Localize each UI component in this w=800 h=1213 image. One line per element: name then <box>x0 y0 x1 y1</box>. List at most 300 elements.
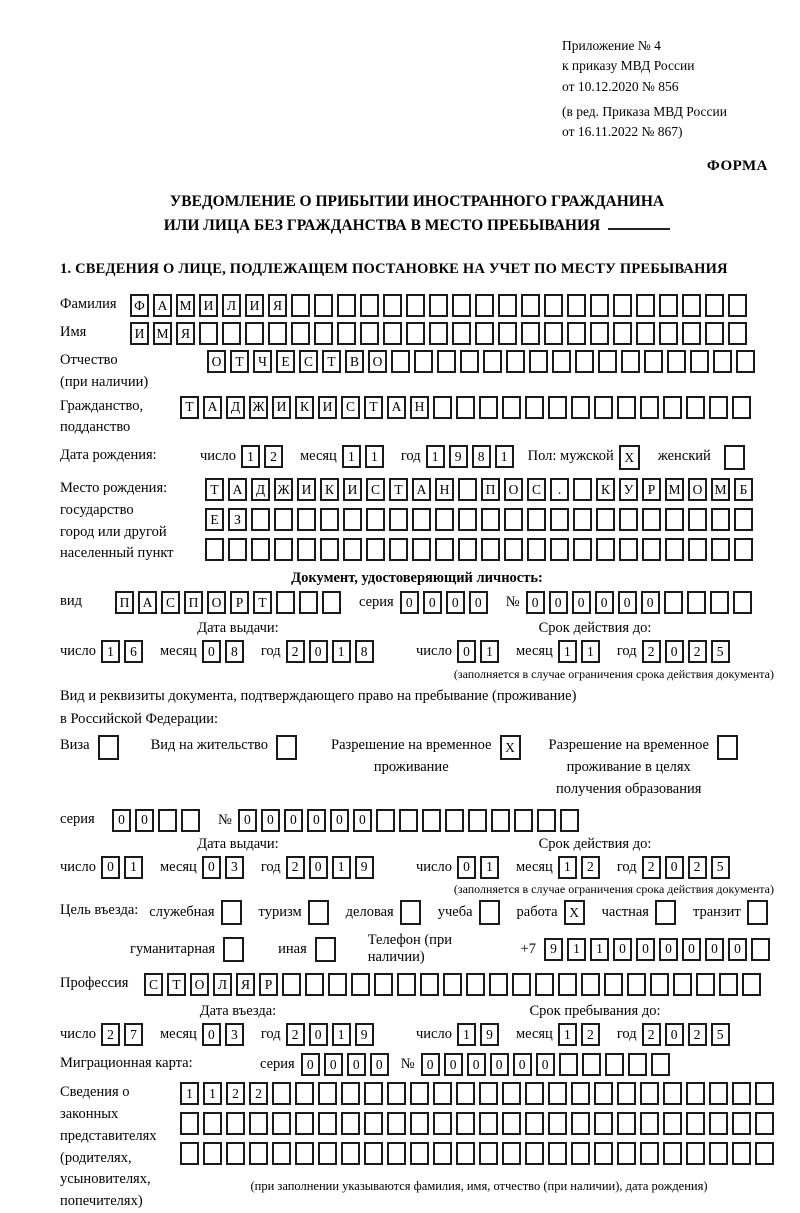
char-cell[interactable]: . <box>550 478 569 501</box>
residence-issue-day-cells[interactable] <box>101 856 147 879</box>
char-cell[interactable] <box>548 1082 567 1105</box>
char-cell[interactable] <box>644 350 663 373</box>
char-cell[interactable]: 0 <box>457 640 476 663</box>
char-cell[interactable]: 2 <box>688 640 707 663</box>
char-cell[interactable]: А <box>203 396 222 419</box>
char-cell[interactable] <box>686 396 705 419</box>
char-cell[interactable]: О <box>368 350 387 373</box>
char-cell[interactable] <box>410 1112 429 1135</box>
char-cell[interactable] <box>525 1142 544 1165</box>
char-cell[interactable] <box>650 973 669 996</box>
char-cell[interactable] <box>221 900 242 925</box>
char-cell[interactable] <box>504 538 523 561</box>
char-cell[interactable]: Т <box>205 478 224 501</box>
doc-number-cells[interactable] <box>526 591 756 614</box>
given-name-cells[interactable] <box>130 322 751 345</box>
char-cell[interactable] <box>391 350 410 373</box>
char-cell[interactable]: 0 <box>330 809 349 832</box>
char-cell[interactable]: 2 <box>286 856 305 879</box>
char-cell[interactable]: И <box>297 478 316 501</box>
char-cell[interactable]: 3 <box>225 1023 244 1046</box>
char-cell[interactable] <box>604 973 623 996</box>
char-cell[interactable] <box>617 1142 636 1165</box>
char-cell[interactable] <box>297 508 316 531</box>
char-cell[interactable] <box>640 1112 659 1135</box>
char-cell[interactable] <box>389 538 408 561</box>
char-cell[interactable]: Л <box>222 294 241 317</box>
char-cell[interactable] <box>251 508 270 531</box>
char-cell[interactable] <box>575 350 594 373</box>
char-cell[interactable] <box>274 538 293 561</box>
char-cell[interactable] <box>682 322 701 345</box>
char-cell[interactable] <box>686 1112 705 1135</box>
char-cell[interactable] <box>594 1082 613 1105</box>
char-cell[interactable] <box>617 1112 636 1135</box>
char-cell[interactable]: 0 <box>613 938 632 961</box>
char-cell[interactable]: 0 <box>238 809 257 832</box>
stay-day-cells[interactable] <box>457 1023 503 1046</box>
identity-issue-month-cells[interactable] <box>202 640 248 663</box>
char-cell[interactable]: 0 <box>347 1053 366 1076</box>
char-cell[interactable]: 8 <box>355 640 374 663</box>
migration-number-cells[interactable] <box>421 1053 674 1076</box>
char-cell[interactable] <box>521 322 540 345</box>
char-cell[interactable] <box>308 900 329 925</box>
char-cell[interactable] <box>640 1082 659 1105</box>
char-cell[interactable]: М <box>176 294 195 317</box>
char-cell[interactable] <box>305 973 324 996</box>
char-cell[interactable] <box>719 973 738 996</box>
char-cell[interactable] <box>364 1142 383 1165</box>
entry-day-cells[interactable] <box>101 1023 147 1046</box>
residence-expiry-day-cells[interactable] <box>457 856 503 879</box>
residence-expiry-year-cells[interactable] <box>642 856 734 879</box>
char-cell[interactable]: 2 <box>249 1082 268 1105</box>
char-cell[interactable]: 0 <box>309 640 328 663</box>
char-cell[interactable] <box>479 900 500 925</box>
char-cell[interactable] <box>686 1082 705 1105</box>
char-cell[interactable] <box>504 508 523 531</box>
char-cell[interactable]: А <box>387 396 406 419</box>
char-cell[interactable]: Е <box>276 350 295 373</box>
char-cell[interactable] <box>276 591 295 614</box>
char-cell[interactable]: 0 <box>513 1053 532 1076</box>
char-cell[interactable]: 0 <box>490 1053 509 1076</box>
char-cell[interactable] <box>314 294 333 317</box>
char-cell[interactable]: 0 <box>665 856 684 879</box>
char-cell[interactable] <box>251 538 270 561</box>
char-cell[interactable] <box>456 396 475 419</box>
char-cell[interactable]: 0 <box>135 809 154 832</box>
char-cell[interactable] <box>687 591 706 614</box>
char-cell[interactable] <box>690 350 709 373</box>
purpose-other-checkbox[interactable] <box>315 937 340 962</box>
char-cell[interactable] <box>483 350 502 373</box>
char-cell[interactable] <box>571 1112 590 1135</box>
char-cell[interactable] <box>205 538 224 561</box>
char-cell[interactable]: 9 <box>480 1023 499 1046</box>
char-cell[interactable]: Ч <box>253 350 272 373</box>
char-cell[interactable] <box>663 1082 682 1105</box>
char-cell[interactable]: К <box>320 478 339 501</box>
char-cell[interactable] <box>581 973 600 996</box>
char-cell[interactable] <box>525 1082 544 1105</box>
char-cell[interactable] <box>295 1142 314 1165</box>
char-cell[interactable]: 0 <box>400 591 419 614</box>
char-cell[interactable] <box>529 350 548 373</box>
char-cell[interactable] <box>337 322 356 345</box>
char-cell[interactable] <box>617 1082 636 1105</box>
char-cell[interactable] <box>709 1082 728 1105</box>
char-cell[interactable] <box>387 1112 406 1135</box>
char-cell[interactable]: Ж <box>249 396 268 419</box>
char-cell[interactable] <box>552 350 571 373</box>
phone-cells[interactable] <box>544 938 774 961</box>
char-cell[interactable] <box>619 538 638 561</box>
char-cell[interactable]: 0 <box>202 856 221 879</box>
char-cell[interactable]: 9 <box>355 856 374 879</box>
char-cell[interactable]: 7 <box>124 1023 143 1046</box>
char-cell[interactable] <box>621 350 640 373</box>
representatives-cells-row-1[interactable] <box>180 1082 778 1105</box>
char-cell[interactable] <box>406 322 425 345</box>
char-cell[interactable]: 1 <box>342 445 361 468</box>
char-cell[interactable]: 0 <box>641 591 660 614</box>
char-cell[interactable] <box>732 1082 751 1105</box>
char-cell[interactable] <box>544 322 563 345</box>
residence-expiry-month-cells[interactable] <box>558 856 604 879</box>
char-cell[interactable]: 0 <box>307 809 326 832</box>
char-cell[interactable] <box>429 294 448 317</box>
char-cell[interactable] <box>596 508 615 531</box>
purpose-transit-checkbox[interactable] <box>747 900 774 925</box>
char-cell[interactable]: Я <box>236 973 255 996</box>
char-cell[interactable] <box>558 973 577 996</box>
char-cell[interactable]: 2 <box>286 640 305 663</box>
profession-cells[interactable] <box>144 973 765 996</box>
char-cell[interactable] <box>226 1112 245 1135</box>
char-cell[interactable]: 0 <box>446 591 465 614</box>
char-cell[interactable] <box>537 809 556 832</box>
char-cell[interactable] <box>481 538 500 561</box>
char-cell[interactable] <box>389 508 408 531</box>
char-cell[interactable] <box>696 973 715 996</box>
char-cell[interactable] <box>711 538 730 561</box>
char-cell[interactable] <box>445 809 464 832</box>
char-cell[interactable]: 1 <box>203 1082 222 1105</box>
char-cell[interactable]: 1 <box>480 856 499 879</box>
char-cell[interactable] <box>559 1053 578 1076</box>
char-cell[interactable] <box>414 350 433 373</box>
char-cell[interactable] <box>320 538 339 561</box>
char-cell[interactable] <box>755 1142 774 1165</box>
char-cell[interactable]: И <box>272 396 291 419</box>
entry-year-cells[interactable] <box>286 1023 378 1046</box>
char-cell[interactable]: 1 <box>426 445 445 468</box>
char-cell[interactable] <box>605 1053 624 1076</box>
char-cell[interactable] <box>410 1082 429 1105</box>
char-cell[interactable] <box>688 508 707 531</box>
char-cell[interactable] <box>314 322 333 345</box>
char-cell[interactable]: Д <box>226 396 245 419</box>
char-cell[interactable]: 2 <box>642 856 661 879</box>
char-cell[interactable]: Т <box>167 973 186 996</box>
char-cell[interactable]: 2 <box>226 1082 245 1105</box>
char-cell[interactable]: Н <box>410 396 429 419</box>
char-cell[interactable]: 1 <box>457 1023 476 1046</box>
char-cell[interactable] <box>642 538 661 561</box>
char-cell[interactable] <box>180 1142 199 1165</box>
char-cell[interactable]: И <box>245 294 264 317</box>
patronymic-cells[interactable] <box>207 350 759 373</box>
char-cell[interactable]: Т <box>253 591 272 614</box>
temporary-residence-education-checkbox[interactable] <box>717 735 742 760</box>
char-cell[interactable]: Л <box>213 973 232 996</box>
char-cell[interactable] <box>452 322 471 345</box>
stay-year-cells[interactable] <box>642 1023 734 1046</box>
char-cell[interactable]: 6 <box>124 640 143 663</box>
char-cell[interactable]: С <box>527 478 546 501</box>
char-cell[interactable] <box>567 294 586 317</box>
char-cell[interactable] <box>274 508 293 531</box>
birth-month-cells[interactable] <box>342 445 388 468</box>
char-cell[interactable] <box>226 1142 245 1165</box>
char-cell[interactable]: 0 <box>665 640 684 663</box>
char-cell[interactable] <box>410 1142 429 1165</box>
char-cell[interactable]: 1 <box>180 1082 199 1105</box>
char-cell[interactable] <box>433 1112 452 1135</box>
char-cell[interactable]: С <box>366 478 385 501</box>
char-cell[interactable] <box>272 1142 291 1165</box>
char-cell[interactable] <box>663 1112 682 1135</box>
char-cell[interactable] <box>732 396 751 419</box>
char-cell[interactable] <box>458 538 477 561</box>
char-cell[interactable]: 1 <box>480 640 499 663</box>
char-cell[interactable] <box>456 1082 475 1105</box>
char-cell[interactable]: 0 <box>112 809 131 832</box>
char-cell[interactable]: 0 <box>324 1053 343 1076</box>
char-cell[interactable]: Я <box>268 294 287 317</box>
char-cell[interactable]: 0 <box>467 1053 486 1076</box>
char-cell[interactable]: 0 <box>301 1053 320 1076</box>
residence-issue-month-cells[interactable] <box>202 856 248 879</box>
char-cell[interactable] <box>636 294 655 317</box>
char-cell[interactable]: П <box>184 591 203 614</box>
char-cell[interactable]: И <box>343 478 362 501</box>
purpose-study-checkbox[interactable] <box>479 900 506 925</box>
char-cell[interactable] <box>736 350 755 373</box>
char-cell[interactable] <box>366 508 385 531</box>
char-cell[interactable] <box>422 809 441 832</box>
char-cell[interactable] <box>249 1112 268 1135</box>
char-cell[interactable]: П <box>481 478 500 501</box>
char-cell[interactable] <box>318 1112 337 1135</box>
char-cell[interactable]: Б <box>734 478 753 501</box>
temporary-residence-checkbox[interactable] <box>500 735 525 760</box>
char-cell[interactable]: 1 <box>558 856 577 879</box>
char-cell[interactable] <box>571 1142 590 1165</box>
char-cell[interactable] <box>573 508 592 531</box>
char-cell[interactable]: Т <box>389 478 408 501</box>
char-cell[interactable] <box>456 1112 475 1135</box>
char-cell[interactable]: 2 <box>642 1023 661 1046</box>
char-cell[interactable]: 1 <box>332 640 351 663</box>
char-cell[interactable]: 1 <box>365 445 384 468</box>
char-cell[interactable] <box>337 294 356 317</box>
char-cell[interactable] <box>458 478 477 501</box>
char-cell[interactable] <box>443 973 462 996</box>
char-cell[interactable] <box>506 350 525 373</box>
purpose-official-checkbox[interactable] <box>221 900 248 925</box>
char-cell[interactable]: 2 <box>581 856 600 879</box>
identity-expiry-month-cells[interactable] <box>558 640 604 663</box>
char-cell[interactable] <box>709 396 728 419</box>
char-cell[interactable] <box>502 396 521 419</box>
char-cell[interactable] <box>664 591 683 614</box>
char-cell[interactable] <box>406 294 425 317</box>
char-cell[interactable]: И <box>199 294 218 317</box>
char-cell[interactable]: 0 <box>469 591 488 614</box>
identity-issue-year-cells[interactable] <box>286 640 378 663</box>
char-cell[interactable] <box>571 1082 590 1105</box>
char-cell[interactable] <box>665 538 684 561</box>
residence-issue-year-cells[interactable] <box>286 856 378 879</box>
char-cell[interactable] <box>705 322 724 345</box>
char-cell[interactable] <box>598 350 617 373</box>
char-cell[interactable]: О <box>688 478 707 501</box>
char-cell[interactable] <box>640 396 659 419</box>
char-cell[interactable] <box>521 294 540 317</box>
char-cell[interactable]: И <box>130 322 149 345</box>
char-cell[interactable]: 3 <box>225 856 244 879</box>
char-cell[interactable] <box>582 1053 601 1076</box>
char-cell[interactable]: 1 <box>558 1023 577 1046</box>
char-cell[interactable]: В <box>345 350 364 373</box>
char-cell[interactable] <box>655 900 676 925</box>
char-cell[interactable]: 0 <box>728 938 747 961</box>
char-cell[interactable]: 0 <box>549 591 568 614</box>
birth-place-cells-row-1[interactable] <box>205 478 757 501</box>
char-cell[interactable] <box>203 1112 222 1135</box>
char-cell[interactable] <box>341 1082 360 1105</box>
char-cell[interactable] <box>291 322 310 345</box>
char-cell[interactable] <box>299 591 318 614</box>
char-cell[interactable] <box>315 937 336 962</box>
char-cell[interactable] <box>673 973 692 996</box>
char-cell[interactable]: А <box>138 591 157 614</box>
char-cell[interactable] <box>318 1142 337 1165</box>
char-cell[interactable]: Т <box>230 350 249 373</box>
char-cell[interactable]: 1 <box>495 445 514 468</box>
char-cell[interactable]: С <box>341 396 360 419</box>
char-cell[interactable]: 0 <box>636 938 655 961</box>
char-cell[interactable]: 1 <box>558 640 577 663</box>
char-cell[interactable] <box>548 1112 567 1135</box>
char-cell[interactable] <box>573 538 592 561</box>
char-cell[interactable] <box>272 1082 291 1105</box>
char-cell[interactable] <box>560 809 579 832</box>
char-cell[interactable] <box>640 1142 659 1165</box>
char-cell[interactable]: 0 <box>659 938 678 961</box>
char-cell[interactable]: 1 <box>590 938 609 961</box>
char-cell[interactable]: 0 <box>202 1023 221 1046</box>
char-cell[interactable] <box>364 1112 383 1135</box>
doc-kind-cells[interactable] <box>115 591 345 614</box>
purpose-humanitarian-checkbox[interactable] <box>223 937 248 962</box>
char-cell[interactable]: 2 <box>688 856 707 879</box>
char-cell[interactable]: О <box>207 350 226 373</box>
char-cell[interactable] <box>659 294 678 317</box>
char-cell[interactable]: X <box>564 900 585 925</box>
char-cell[interactable]: С <box>144 973 163 996</box>
char-cell[interactable]: 0 <box>457 856 476 879</box>
char-cell[interactable] <box>619 508 638 531</box>
char-cell[interactable] <box>366 538 385 561</box>
char-cell[interactable] <box>475 322 494 345</box>
char-cell[interactable] <box>573 478 592 501</box>
char-cell[interactable] <box>663 396 682 419</box>
char-cell[interactable] <box>479 1142 498 1165</box>
char-cell[interactable]: 0 <box>536 1053 555 1076</box>
char-cell[interactable] <box>498 294 517 317</box>
char-cell[interactable]: 0 <box>665 1023 684 1046</box>
char-cell[interactable] <box>682 294 701 317</box>
char-cell[interactable] <box>642 508 661 531</box>
char-cell[interactable] <box>651 1053 670 1076</box>
char-cell[interactable] <box>525 396 544 419</box>
char-cell[interactable]: М <box>711 478 730 501</box>
char-cell[interactable]: Т <box>322 350 341 373</box>
char-cell[interactable] <box>659 322 678 345</box>
char-cell[interactable]: М <box>665 478 684 501</box>
char-cell[interactable]: 2 <box>286 1023 305 1046</box>
char-cell[interactable]: 9 <box>449 445 468 468</box>
char-cell[interactable]: 0 <box>370 1053 389 1076</box>
char-cell[interactable] <box>295 1082 314 1105</box>
char-cell[interactable]: 1 <box>332 856 351 879</box>
char-cell[interactable]: 0 <box>202 640 221 663</box>
char-cell[interactable]: А <box>153 294 172 317</box>
char-cell[interactable] <box>705 294 724 317</box>
char-cell[interactable] <box>268 322 287 345</box>
char-cell[interactable] <box>203 1142 222 1165</box>
char-cell[interactable]: Д <box>251 478 270 501</box>
citizenship-cells[interactable] <box>180 396 755 419</box>
char-cell[interactable] <box>751 938 770 961</box>
char-cell[interactable] <box>297 538 316 561</box>
birth-day-cells[interactable] <box>241 445 287 468</box>
char-cell[interactable] <box>460 350 479 373</box>
char-cell[interactable] <box>709 1142 728 1165</box>
char-cell[interactable] <box>713 350 732 373</box>
char-cell[interactable]: О <box>504 478 523 501</box>
char-cell[interactable] <box>491 809 510 832</box>
char-cell[interactable]: 0 <box>261 809 280 832</box>
char-cell[interactable] <box>514 809 533 832</box>
char-cell[interactable]: С <box>161 591 180 614</box>
char-cell[interactable] <box>544 294 563 317</box>
char-cell[interactable] <box>223 937 244 962</box>
char-cell[interactable] <box>295 1112 314 1135</box>
identity-issue-day-cells[interactable] <box>101 640 147 663</box>
char-cell[interactable] <box>341 1112 360 1135</box>
char-cell[interactable] <box>711 508 730 531</box>
char-cell[interactable] <box>376 809 395 832</box>
char-cell[interactable] <box>590 294 609 317</box>
char-cell[interactable] <box>475 294 494 317</box>
residence-permit-checkbox[interactable] <box>276 735 301 760</box>
char-cell[interactable] <box>527 538 546 561</box>
